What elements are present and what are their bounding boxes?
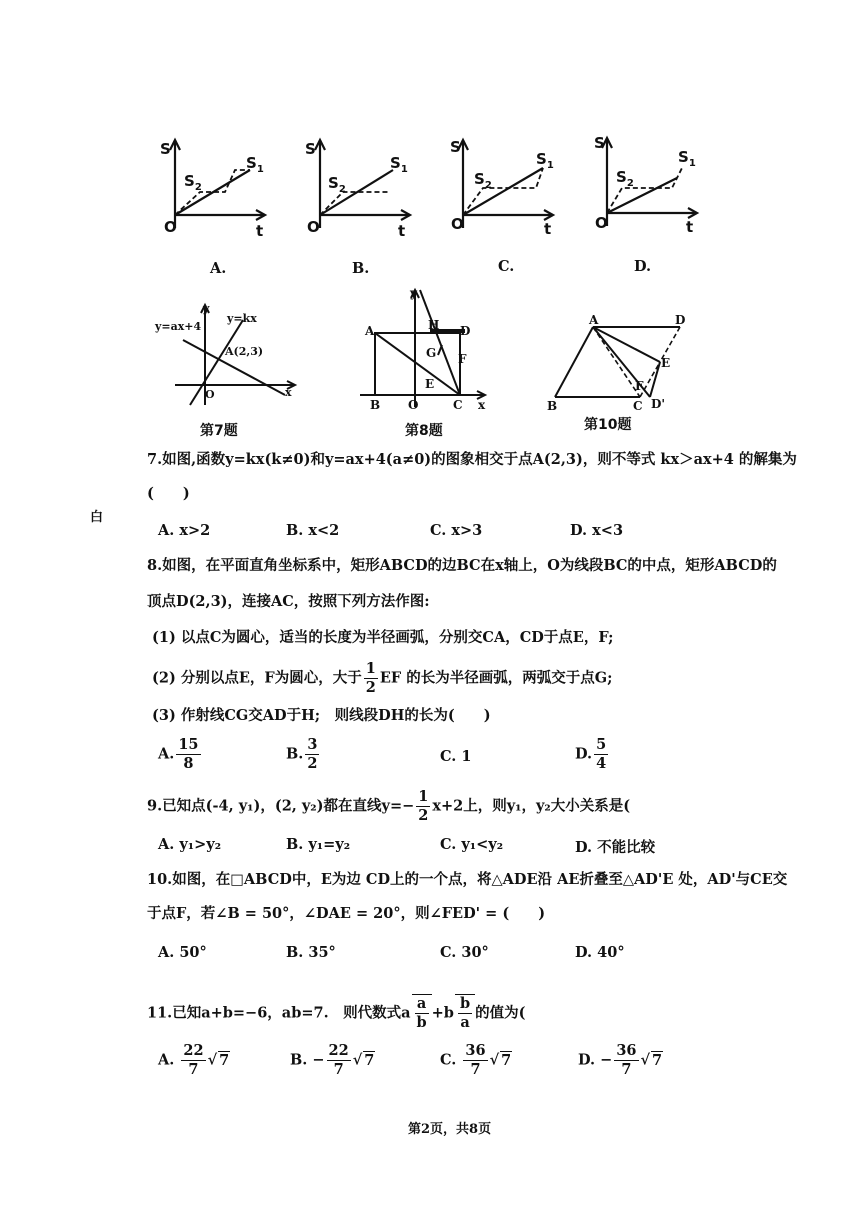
q9-option-d[interactable]: D. 不能比较 bbox=[575, 839, 656, 856]
q10-option-d[interactable]: D. 40° bbox=[575, 944, 625, 961]
graph-c-t-label: t bbox=[544, 220, 552, 238]
q8-figure bbox=[360, 285, 500, 410]
graph-a-t-label: t bbox=[256, 222, 264, 240]
graph-c-s-label: S bbox=[450, 138, 461, 156]
graph-a-option[interactable]: A. bbox=[210, 260, 227, 277]
svg-text:B: B bbox=[547, 399, 558, 413]
q8-option-d[interactable]: D. $\frac{5}{4}$ bbox=[575, 736, 607, 772]
q7-x-label: x bbox=[285, 386, 292, 399]
graph-d-s2-label: $S_2$ bbox=[616, 168, 634, 189]
svg-text:O: O bbox=[408, 398, 419, 412]
q8-step2-fraction: $\frac{1}{2}$ bbox=[365, 660, 376, 696]
q9-option-a[interactable]: A. y₁>y₂ bbox=[158, 836, 222, 853]
svg-text:F: F bbox=[635, 379, 644, 393]
svg-text:A: A bbox=[365, 324, 375, 338]
svg-text:E: E bbox=[661, 356, 671, 370]
svg-text:B: B bbox=[370, 398, 381, 412]
q7-y-label: y bbox=[203, 302, 210, 315]
q11-text: 11.已知a+b=−6，ab=7. 则代数式a $\frac{a}{b}$ +b $\frac{b}{a}$ 的值为( bbox=[147, 995, 526, 1031]
q8-option-b[interactable]: B. $\frac{3}{2}$ bbox=[286, 736, 318, 772]
q7-option-d[interactable]: D. x<3 bbox=[570, 522, 624, 539]
svg-text:D: D bbox=[675, 313, 686, 327]
graph-b-s2-label: $S_2$ bbox=[328, 174, 346, 195]
q7-figure bbox=[155, 300, 305, 410]
q7-option-c[interactable]: C. x>3 bbox=[430, 522, 483, 539]
q10-option-c[interactable]: C. 30° bbox=[440, 944, 489, 961]
svg-text:C: C bbox=[633, 399, 643, 413]
graph-b-s-label: S bbox=[305, 140, 316, 158]
q7-point-label: A(2,3) bbox=[225, 345, 264, 358]
graph-c-option[interactable]: C. bbox=[498, 258, 515, 275]
graph-c-origin-label: O bbox=[451, 215, 464, 233]
q7-blank: ( ) bbox=[147, 485, 190, 502]
q8-option-c[interactable]: C. 1 bbox=[440, 748, 472, 765]
q8-step1: (1) 以点C为圆心，适当的长度为半径画弧，分别交CA，CD于点E，F; bbox=[152, 629, 614, 646]
graph-c-s2-label: $S_2$ bbox=[474, 170, 492, 191]
svg-text:G: G bbox=[426, 346, 437, 360]
q7-figure-caption: 第7题 bbox=[200, 423, 238, 439]
graph-b-origin-label: O bbox=[307, 218, 320, 236]
svg-text:y: y bbox=[410, 286, 417, 300]
q10-figure-caption: 第10题 bbox=[584, 417, 632, 433]
q10-line2: 于点F，若∠B = 50°，∠DAE = 20°，则∠FED' = ( ) bbox=[147, 905, 546, 922]
q11-option-b[interactable]: B. − $\frac{22}{7}$ √ 7 bbox=[290, 1042, 375, 1078]
graph-d-s-label: S bbox=[594, 134, 605, 152]
page-footer: 第2页，共8页 bbox=[408, 1122, 492, 1137]
margin-mark: 白 bbox=[90, 510, 104, 525]
q10-line1: 10.如图，在□ABCD中，E为边 CD上的一个点，将△ADE沿 AE折叠至△AD'E 处，AD'与CE交 bbox=[147, 871, 788, 888]
q10-option-b[interactable]: B. 35° bbox=[286, 944, 336, 961]
q8-step2: (2) 分别以点E，F为圆心，大于 $\frac{1}{2}$ EF 的长为半径画弧，两弧交于点G; bbox=[152, 660, 613, 696]
graph-a-s1-label: $S_1$ bbox=[246, 154, 264, 175]
q7-option-a[interactable]: A. x>2 bbox=[158, 522, 211, 539]
graph-d-option[interactable]: D. bbox=[634, 258, 652, 275]
svg-text:D': D' bbox=[651, 397, 666, 411]
graph-b-t-label: t bbox=[398, 222, 406, 240]
graph-a-s2-label: $S_2$ bbox=[184, 172, 202, 193]
q8-figure-caption: 第8题 bbox=[405, 423, 443, 439]
svg-text:A: A bbox=[589, 313, 599, 327]
q8-line1: 8.如图，在平面直角坐标系中，矩形ABCD的边BC在x轴上，O为线段BC的中点，矩形ABCD的 bbox=[147, 557, 777, 574]
q9-fraction: $\frac{1}{2}$ bbox=[418, 788, 429, 824]
graph-d-t-label: t bbox=[686, 218, 694, 236]
q7-o-label: O bbox=[205, 388, 215, 401]
svg-text:C: C bbox=[453, 398, 463, 412]
q10-option-a[interactable]: A. 50° bbox=[158, 944, 207, 961]
graph-d-origin-label: O bbox=[595, 214, 608, 232]
q9-text: 9.已知点(-4, y₁)，(2, y₂)都在直线y=− $\frac{1}{2}$ x+2上，则y₁，y₂大小关系是( bbox=[147, 788, 631, 824]
q7-text: 7.如图,函数y=kx(k≠0)和y=ax+4(a≠0)的图象相交于点A(2,3)，则不等式 kx＞ax+4 的解集为 bbox=[147, 451, 797, 468]
graph-d-s1-label: $S_1$ bbox=[678, 148, 696, 169]
q7-line2-label: y=kx bbox=[227, 312, 257, 325]
graph-a-origin-label: O bbox=[164, 218, 177, 236]
svg-text:F: F bbox=[458, 352, 467, 366]
svg-text:D: D bbox=[460, 324, 471, 338]
q11-option-d[interactable]: D. − $\frac{36}{7}$ √ 7 bbox=[578, 1042, 663, 1078]
svg-text:H: H bbox=[428, 318, 440, 332]
q9-option-c[interactable]: C. y₁<y₂ bbox=[440, 836, 504, 853]
q7-option-b[interactable]: B. x<2 bbox=[286, 522, 340, 539]
graph-b-s1-label: $S_1$ bbox=[390, 154, 408, 175]
graph-a-s-label: S bbox=[160, 140, 171, 158]
q8-step3: (3) 作射线CG交AD于H; 则线段DH的长为( ) bbox=[152, 707, 491, 724]
q8-option-a[interactable]: A. $\frac{15}{8}$ bbox=[158, 736, 199, 772]
svg-text:x: x bbox=[478, 398, 486, 412]
q11-option-a[interactable]: A. $\frac{22}{7}$ √ 7 bbox=[158, 1042, 230, 1078]
graph-b-option[interactable]: B. bbox=[352, 260, 370, 277]
q11-option-c[interactable]: C. $\frac{36}{7}$ √ 7 bbox=[440, 1042, 512, 1078]
graph-c-s1-label: $S_1$ bbox=[536, 150, 554, 171]
svg-text:E: E bbox=[425, 377, 435, 391]
q7-line1-label: y=ax+4 bbox=[155, 320, 202, 333]
q9-option-b[interactable]: B. y₁=y₂ bbox=[286, 836, 351, 853]
q10-figure bbox=[545, 312, 705, 412]
q8-line2: 顶点D(2,3)，连接AC，按照下列方法作图: bbox=[147, 593, 430, 610]
